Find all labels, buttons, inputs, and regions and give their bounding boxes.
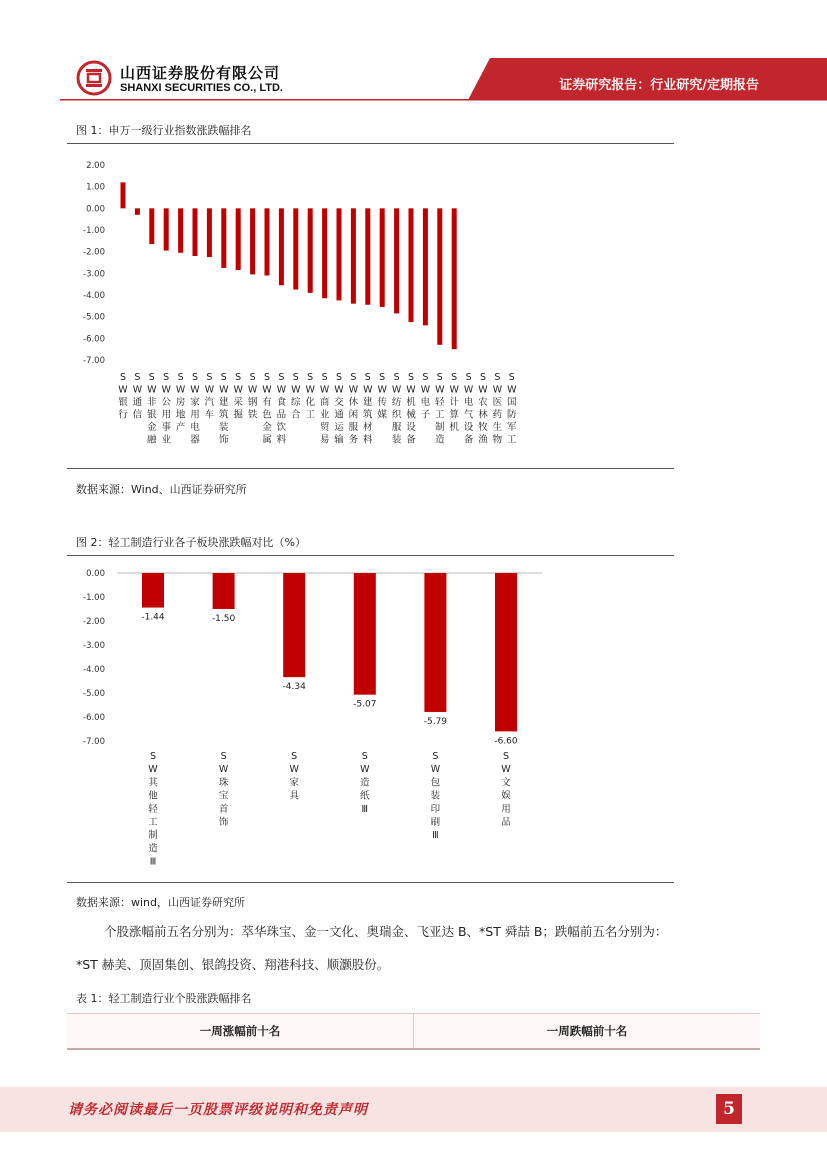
bar [207,208,212,257]
company-logo-icon [76,60,112,96]
table1-header-gainers: 一周涨幅前十名 [67,1014,413,1048]
figure1-top-rule [67,143,674,144]
y-tick-label: 2.00 [86,161,105,171]
figure1-bottom-rule [67,468,674,469]
x-tick-label: S W 其他轻工制造 Ⅲ [148,751,158,868]
y-tick-label: 0.00 [86,204,105,215]
bar [424,573,446,712]
data-label: -5.79 [423,716,448,727]
x-tick-label: S W 公用事业 [161,372,171,446]
bar [265,208,270,275]
figure2-source: 数据来源：wind，山西证券研究所 [76,896,246,909]
y-tick-label: -6.00 [83,334,105,345]
x-tick-label: S W 交通运输 [334,372,344,446]
x-tick-label: S W 家具 [289,751,299,802]
x-tick-label: S W 化工 [305,372,315,421]
figure2-title: 图 2：轻工制造行业各子板块涨跌幅对比（%） [76,536,306,549]
data-label: -5.07 [353,699,377,710]
bar [293,208,298,289]
x-tick-label: S W 有色金属 [262,372,272,446]
x-tick-label: S W 综合 [291,372,301,421]
bar [380,208,385,307]
bar [142,573,164,608]
bar [409,208,414,322]
x-tick-label: S W 建筑装饰 [219,372,229,446]
x-tick-label: S W 农林牧渔 [478,372,488,446]
x-tick-label: S W 家用电器 [190,372,200,446]
bar [437,208,442,344]
x-tick-label: S W 通信 [132,372,143,421]
figure2-bottom-rule [67,882,674,883]
y-tick-label: -5.00 [83,689,105,699]
table1-title: 表 1：轻工制造行业个股涨跌幅排名 [76,992,252,1005]
bar [149,208,154,244]
bar [452,208,457,349]
bar [178,208,183,252]
y-tick-label: -1.00 [83,226,105,236]
figure2-top-rule [67,555,674,556]
y-tick-label: -2.00 [83,247,105,258]
bar [193,208,198,256]
footer-disclaimer: 请务必阅读最后一页股票评级说明和免责声明 [68,1102,368,1118]
bar [423,208,428,325]
y-tick-label: -1.00 [83,593,105,603]
y-tick-label: -3.00 [83,641,105,651]
y-tick-label: 0.00 [86,569,105,579]
x-tick-label: S W 医药生物 [492,372,503,446]
x-tick-label: S W 休闲服务 [348,372,359,446]
x-tick-label: S W 国防军工 [507,372,517,446]
page-number: 5 [716,1094,742,1124]
x-tick-label: S W 房地产 [175,372,186,433]
table1-header-losers: 一周跌幅前十名 [413,1014,760,1048]
bar [365,208,370,304]
bar [250,208,255,274]
bar [495,573,517,731]
x-tick-label: S W 珠宝首饰 [218,751,229,828]
y-tick-label: -4.00 [83,291,105,301]
data-label: -1.50 [211,614,236,624]
data-label: -1.44 [141,612,165,623]
y-tick-label: -7.00 [83,737,105,747]
table1-header-row [67,1013,760,1050]
x-tick-label: S W 包装印刷 Ⅲ [430,751,441,842]
bar [322,208,327,298]
bar [337,208,342,300]
x-tick-label: S W 食品饮料 [276,372,287,446]
x-tick-label: S W 轻工制造 [435,372,445,446]
y-tick-label: -5.00 [83,312,105,323]
bar [221,208,226,268]
bar [213,573,235,609]
bar [394,208,399,313]
bar [135,208,140,215]
figure2-bar-chart [67,560,677,882]
paragraph-line-1: 个股涨幅前五名分别为：萃华珠宝、金一文化、奥瑞金、飞亚达 B、*ST 舜喆 B；跌幅前五名分别为： [104,924,668,939]
x-tick-label: S W 造纸 Ⅲ [360,751,370,815]
x-tick-label: S W 钢铁 [247,372,258,421]
figure1-title: 图 1：申万一级行业指数涨跌幅排名 [76,124,252,137]
y-tick-label: 1.00 [86,182,105,193]
figure1-bar-chart [67,150,677,468]
paragraph-line-2: *ST 赫美、顶固集创、银鸽投资、翔港科技、顺灏股份。 [76,957,390,972]
figure1-source: 数据来源：Wind、山西证券研究所 [76,483,247,496]
y-tick-label: -7.00 [83,356,105,366]
company-name-en: SHANXI SECURITIES CO., LTD. [120,82,283,94]
y-tick-label: -6.00 [83,713,105,723]
y-tick-label: -2.00 [83,617,105,627]
x-tick-label: S W 建筑材料 [363,372,373,446]
x-tick-label: S W 传媒 [377,372,387,421]
y-tick-label: -3.00 [83,269,105,280]
x-tick-label: S W 汽车 [204,372,215,421]
x-tick-label: S W 纺织服装 [391,372,402,446]
x-tick-label: S W 机械设备 [406,372,416,446]
x-tick-label: S W 采掘 [233,372,243,421]
company-name-cn: 山西证券股份有限公司 [120,64,281,82]
data-label: -6.60 [494,736,518,747]
bar [164,208,169,250]
data-label: -4.34 [282,682,306,693]
x-tick-label: S W 电气设备 [463,372,474,446]
bar [351,208,356,303]
bar [308,208,313,292]
y-tick-label: -4.00 [83,665,105,675]
x-tick-label: S W 银行 [118,372,128,421]
bar [279,208,284,285]
report-type-label: 证券研究报告：行业研究/定期报告 [559,78,759,93]
x-tick-label: S W 文娱用品 [501,751,511,828]
bar [236,208,241,270]
bar [354,573,376,695]
x-tick-label: S W 非银金融 [147,372,157,446]
bar [283,573,305,677]
bar [121,182,126,208]
x-tick-label: S W 计算机 [449,372,459,433]
x-tick-label: S W 商业贸易 [319,372,330,446]
x-tick-label: S W 电子 [420,372,431,421]
